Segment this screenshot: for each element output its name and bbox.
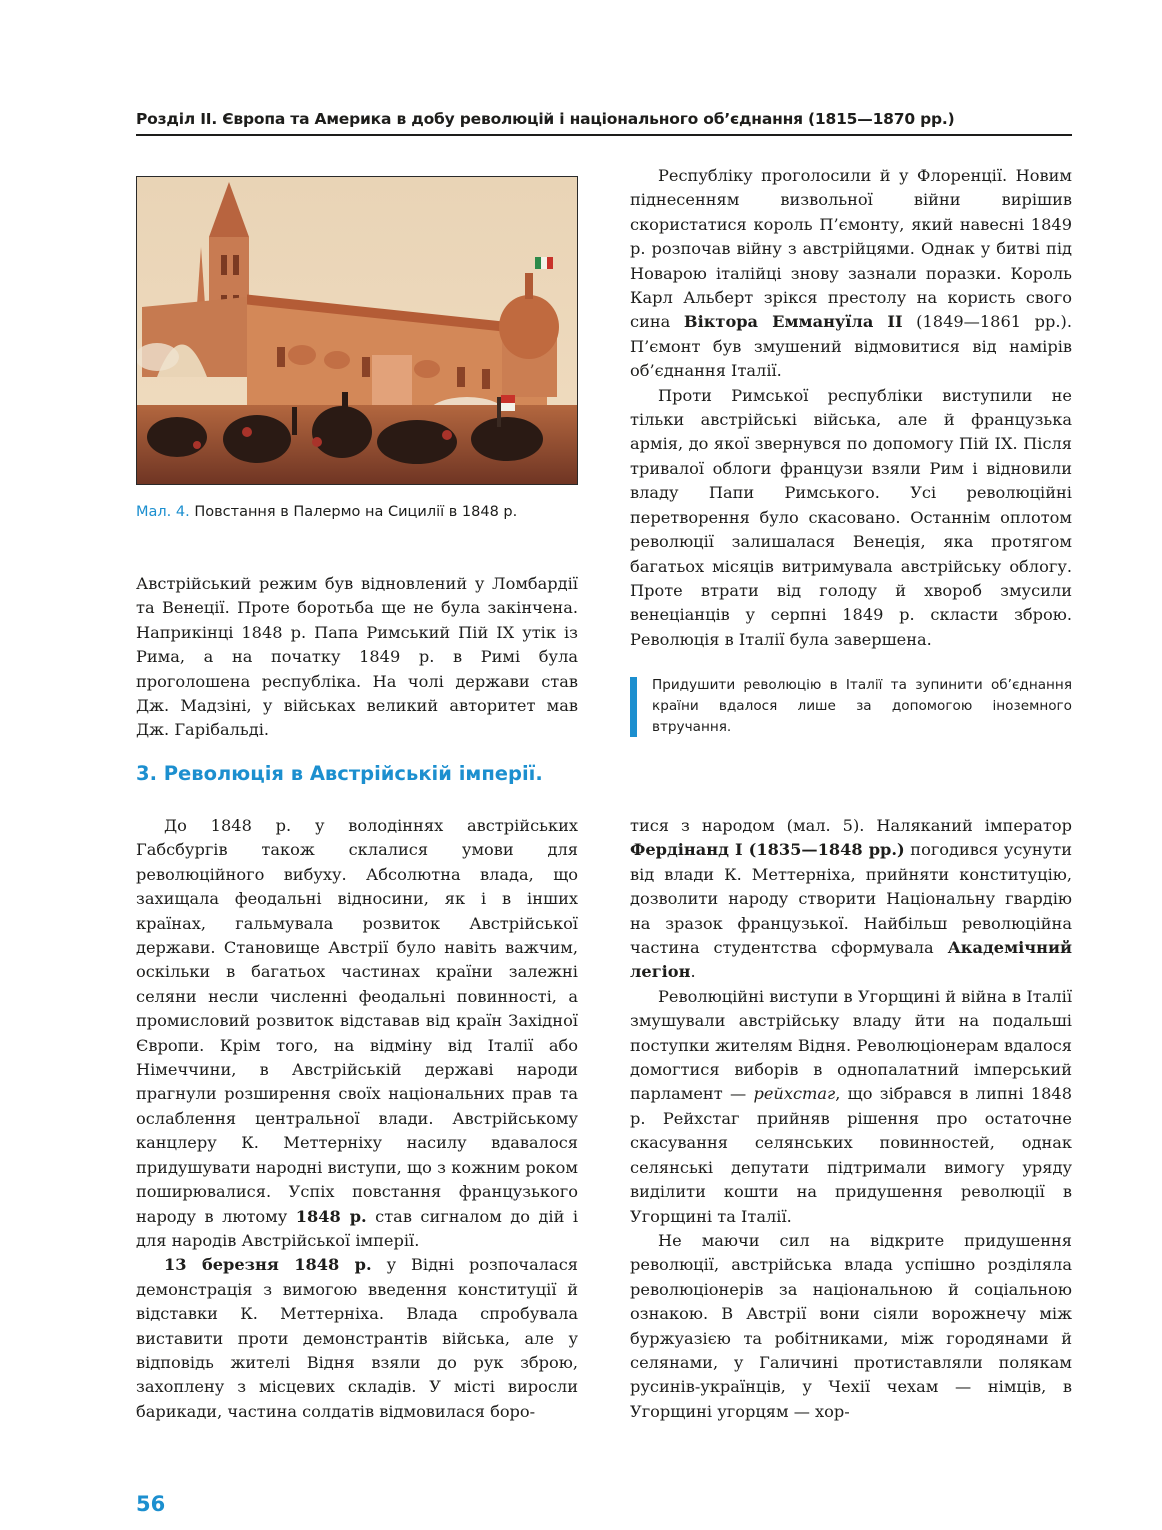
paragraph: Революційні виступи в Угорщині й війна в Італії змушували австрійську владу йти на подальші поступки жителям Відня. Революціонерам вдалося домогтися виборів в однопалатний імперський парламент — рейхстаг, що зібрався в липні 1848 р. Рейхстаг прийняв рішення про остаточне скасування селянських повинностей, однак селянські депутати підтримали вимогу уряду виділити кошти на придушення революції в Угорщині та Італії. <box>630 986 1072 1226</box>
bold-term: 1848 р. <box>295 1206 367 1226</box>
paragraph: Австрійський режим був відновлений у Ломбардії та Венеції. Проте боротьба ще не була закінчена. Наприкінці 1848 р. Папа Римський Пій IX утік із Рима, а на початку 1849 р. в Римі була проголошена республіка. На чолі держави став Дж. Мадзіні, у військах великий авторитет мав Дж. Гарібальді. <box>136 574 578 740</box>
callout-note <box>630 675 1072 739</box>
paragraph: 13 березня 1848 р. у Відні розпочалася демонстрація з вимогою введення конституції й відставки К. Меттерніха. Влада спробувала виставити проти демонстрантів війська, але у відповідь жителі Відня взяли до рук зброю, захоплену з місцевих складів. У місті виросли барикади, частина солдатів відмовилася боро- <box>136 1255 578 1421</box>
paragraph: До 1848 р. у володіннях австрійських Габсбургів також склалися умови для революційного вибуху. Абсолютна влада, що захищала феодальні відносини, як і в інших країнах, гальмувала розвиток Австрійської держави. Становище Австрії було навіть важчим, оскільки в багатьох частинах країни залежні селяни несли численні феодальні повинності, а промисловий розвиток відставав від країн Західної Європи. Крім того, на відміну від Італії або Німеччини, в Австрійській державі народи прагнули розширення своїх національних прав та ослаблення центральної влади. Австрійському канцлеру К. Меттерніху насилу вдавалося придушувати народні виступи, що з кожним роком поширювалися. Успіх повстання французького народу в лютому 1848 р. став сигналом до дій і для народів Австрійської імперії. <box>136 816 578 1250</box>
section-heading: 3. Революція в Австрійській імперії. <box>136 762 543 785</box>
figure-caption <box>136 504 586 520</box>
paragraph: Не маючи сил на відкрите придушення революції, австрійська влада успішно розділяла революціонерів за національною й соціальною ознакою. В Австрії вони сіяли ворожнечу між буржуазією та робітниками, між городянами й селянами, у Галичині протиставляли полякам русинів-українців, у Чехії чехам — німців, в Угорщині угорцям — хор- <box>630 1230 1072 1421</box>
left-column-top <box>136 572 578 743</box>
illustration-image <box>137 177 578 485</box>
running-header: Розділ ІІ. Європа та Америка в добу революцій і національного об’єднання (1815—1870 рр.) <box>136 110 955 128</box>
header-rule <box>136 134 1072 136</box>
callout-bar <box>630 677 637 737</box>
bold-term: 13 березня 1848 р. <box>164 1255 372 1275</box>
right-column-bottom <box>630 814 1072 1424</box>
illustration-palermo-uprising <box>136 176 578 485</box>
figure-caption-text: Повстання в Палермо на Сицилії в 1848 р. <box>189 504 518 520</box>
right-column-top <box>630 164 1072 652</box>
bold-term: Віктора Еммануїла II <box>683 312 903 332</box>
left-column-bottom <box>136 814 578 1424</box>
bold-term: Фердінанд I (1835—1848 рр.) <box>630 840 905 860</box>
paragraph: Республіку проголосили й у Флоренції. Новим піднесенням визвольної війни вирішив скористатися король П’ємонту, який навесні 1849 р. розпочав війну з австрійцями. Однак у битві під Новарою італійці знову зазнали поразки. Король Карл Альберт зрікся престолу на користь свого сина Віктора Еммануїла II (1849—1861 рр.). П’ємонт був змушений відмовитися від намірів об’єднання Італії. <box>630 166 1072 381</box>
paragraph: Проти Римської республіки виступили не тільки австрійські війська, але й французька армія, до якої звернувся по допомогу Пій IX. Після тривалої облоги французи взяли Рим і відновили владу Папи Римського. Усі революційні перетворення було скасовано. Останнім оплотом революції залишалася Венеція, яка протягом багатьох місяців витримувала австрійську облогу. Проте втрати від голоду й хвороб змусили венеціанців у серпні 1849 р. скласти зброю. Революція в Італії була завершена. <box>630 385 1072 649</box>
callout-text: Придушити революцію в Італії та зупинити об’єднання країни вдалося лише за допомогою іноземного втручання. <box>652 677 1072 735</box>
page-number: 56 <box>136 1492 166 1516</box>
italic-term: рейхстаг <box>753 1084 836 1104</box>
figure-caption-label: Мал. 4. <box>136 504 190 520</box>
bold-term: Академічний легіон <box>630 938 1072 982</box>
paragraph: тися з народом (мал. 5). Наляканий імператор Фердінанд I (1835—1848 рр.) погодився усунути від влади К. Меттерніха, прийняти конституцію, дозволити народу створити Національну гвардію на зразок французької. Найбільш революційна частина студентства сформувала Академічний легіон. <box>630 816 1072 982</box>
